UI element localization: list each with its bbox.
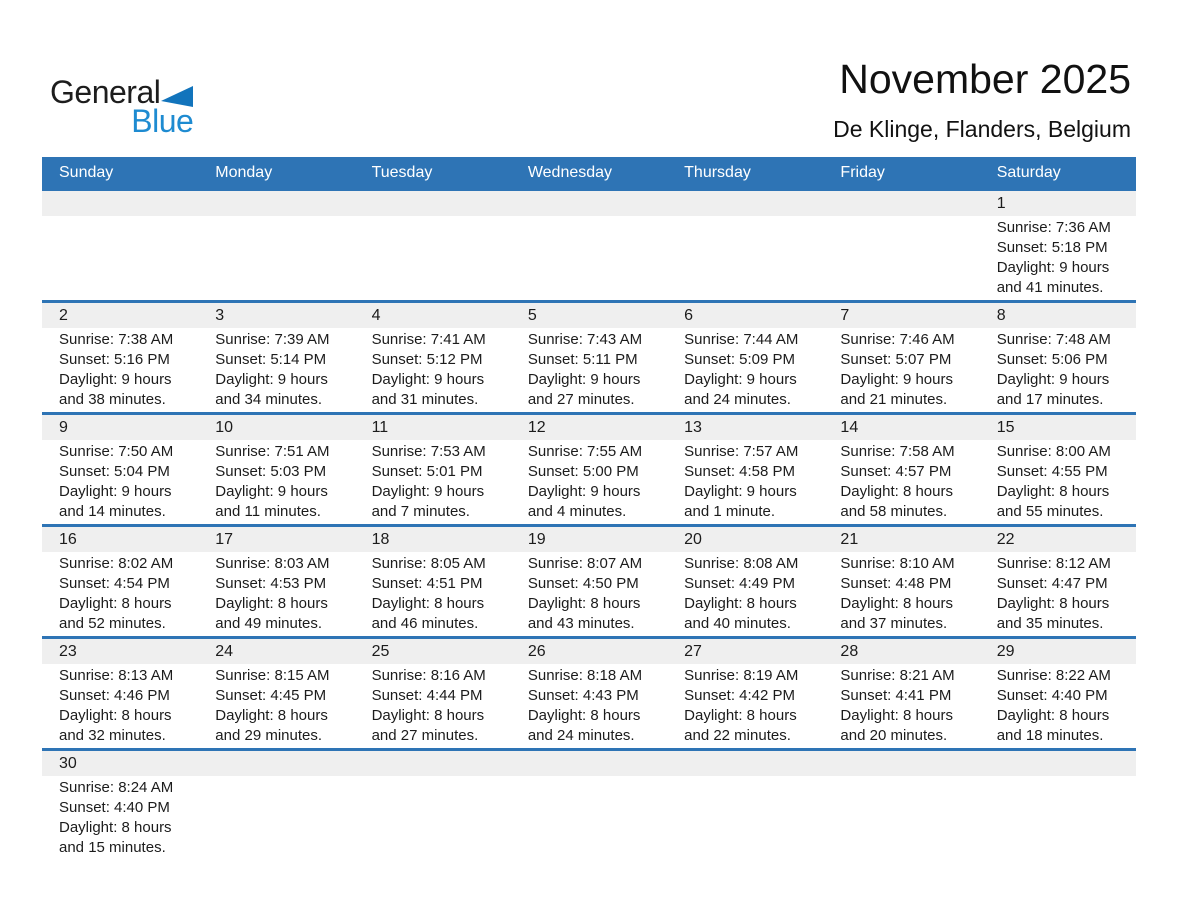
daylight-line-2: and 49 minutes. <box>215 615 323 632</box>
daylight-line-1: Daylight: 9 hours <box>59 483 172 500</box>
day-number <box>511 191 667 216</box>
day-cell-14 <box>823 415 979 524</box>
day-details <box>42 552 198 636</box>
sunrise-line: Sunrise: 7:41 AM <box>371 331 486 348</box>
day-number <box>511 751 667 776</box>
daylight-line-1: Daylight: 8 hours <box>840 595 953 612</box>
sunset-line: Sunset: 4:41 PM <box>840 687 952 704</box>
day-cell-9 <box>42 415 198 524</box>
daylight-line-2: and 46 minutes. <box>371 615 479 632</box>
daylight-line-1: Daylight: 9 hours <box>684 483 797 500</box>
daylight-line-2: and 58 minutes. <box>840 503 948 520</box>
sunrise-line: Sunrise: 8:07 AM <box>527 555 643 572</box>
daylight-line-2: and 34 minutes. <box>215 391 323 408</box>
sunrise-line: Sunrise: 7:43 AM <box>527 331 643 348</box>
weekday-header-wednesday: Wednesday <box>527 163 613 181</box>
day-details <box>980 664 1136 748</box>
day-number <box>667 191 823 216</box>
sunset-line: Sunset: 5:18 PM <box>996 239 1108 256</box>
day-number: 18 <box>355 527 511 552</box>
day-details <box>980 440 1136 524</box>
day-details <box>42 440 198 524</box>
day-details <box>198 328 354 412</box>
daylight-line-1: Daylight: 8 hours <box>684 595 797 612</box>
sunrise-line: Sunrise: 8:19 AM <box>684 667 799 684</box>
day-cell-10 <box>198 415 354 524</box>
sunset-line: Sunset: 4:47 PM <box>996 575 1108 592</box>
day-number: 30 <box>42 751 198 776</box>
daylight-line-2: and 21 minutes. <box>840 391 948 408</box>
calendar-grid <box>42 157 1136 878</box>
day-details <box>667 664 823 748</box>
daylight-line-2: and 29 minutes. <box>215 727 323 744</box>
sunset-line: Sunset: 4:44 PM <box>371 687 483 704</box>
day-number: 21 <box>823 527 979 552</box>
day-details <box>980 552 1136 636</box>
day-details <box>355 664 511 748</box>
daylight-line-1: Daylight: 9 hours <box>996 259 1110 276</box>
daylight-line-1: Daylight: 9 hours <box>527 483 641 500</box>
daylight-line-2: and 18 minutes. <box>996 727 1104 744</box>
day-cell-20 <box>667 527 823 636</box>
sunrise-line: Sunrise: 7:48 AM <box>996 331 1111 348</box>
sunrise-line: Sunrise: 8:08 AM <box>684 555 799 572</box>
day-number: 12 <box>511 415 667 440</box>
weekday-header-row <box>42 157 1136 188</box>
weekday-header-sunday: Sunday <box>59 163 114 181</box>
day-number: 24 <box>198 639 354 664</box>
daylight-line-1: Daylight: 8 hours <box>840 707 953 724</box>
daylight-line-2: and 11 minutes. <box>215 503 321 520</box>
day-number: 16 <box>42 527 198 552</box>
empty-day-cell <box>823 751 979 878</box>
daylight-line-1: Daylight: 9 hours <box>527 371 641 388</box>
sunrise-line: Sunrise: 7:51 AM <box>215 443 330 460</box>
daylight-line-2: and 37 minutes. <box>840 615 948 632</box>
day-number: 27 <box>667 639 823 664</box>
day-number: 6 <box>667 303 823 328</box>
sunrise-line: Sunrise: 7:58 AM <box>840 443 955 460</box>
day-number <box>667 751 823 776</box>
day-number: 4 <box>355 303 511 328</box>
sunrise-line: Sunrise: 8:16 AM <box>371 667 486 684</box>
daylight-line-2: and 35 minutes. <box>996 615 1104 632</box>
day-number <box>823 191 979 216</box>
daylight-line-2: and 32 minutes. <box>59 727 166 744</box>
day-details <box>823 552 979 636</box>
day-cell-3 <box>198 303 354 412</box>
daylight-line-1: Daylight: 8 hours <box>215 707 328 724</box>
daylight-line-2: and 7 minutes. <box>371 503 470 520</box>
day-number <box>355 191 511 216</box>
daylight-line-1: Daylight: 9 hours <box>840 371 953 388</box>
daylight-line-1: Daylight: 8 hours <box>215 595 328 612</box>
sunrise-line: Sunrise: 7:46 AM <box>840 331 955 348</box>
day-number: 3 <box>198 303 354 328</box>
day-cell-18 <box>355 527 511 636</box>
sunrise-line: Sunrise: 8:03 AM <box>215 555 330 572</box>
daylight-line-1: Daylight: 9 hours <box>371 371 485 388</box>
day-cell-11 <box>355 415 511 524</box>
sunset-line: Sunset: 4:50 PM <box>527 575 639 592</box>
day-details <box>980 216 1136 300</box>
sunset-line: Sunset: 5:07 PM <box>840 351 952 368</box>
day-cell-7 <box>823 303 979 412</box>
sunset-line: Sunset: 5:16 PM <box>59 351 170 368</box>
day-details <box>823 216 979 300</box>
sunrise-line: Sunrise: 8:00 AM <box>996 443 1111 460</box>
day-cell-17 <box>198 527 354 636</box>
daylight-line-2: and 40 minutes. <box>684 615 791 632</box>
daylight-line-1: Daylight: 8 hours <box>371 595 485 612</box>
sunset-line: Sunset: 5:11 PM <box>527 351 638 368</box>
empty-day-cell <box>980 751 1136 878</box>
sunrise-line: Sunrise: 8:18 AM <box>527 667 643 684</box>
daylight-line-1: Daylight: 8 hours <box>996 483 1110 500</box>
daylight-line-2: and 31 minutes. <box>371 391 479 408</box>
calendar-weeks <box>42 188 1136 878</box>
day-number: 11 <box>355 415 511 440</box>
empty-day-cell <box>511 191 667 300</box>
day-number: 2 <box>42 303 198 328</box>
daylight-line-2: and 43 minutes. <box>527 615 635 632</box>
day-details <box>42 664 198 748</box>
day-details <box>980 328 1136 412</box>
daylight-line-1: Daylight: 8 hours <box>59 819 172 836</box>
daylight-line-1: Daylight: 9 hours <box>684 371 797 388</box>
sunset-line: Sunset: 5:04 PM <box>59 463 170 480</box>
sunset-line: Sunset: 4:46 PM <box>59 687 170 704</box>
sunrise-line: Sunrise: 7:39 AM <box>215 331 330 348</box>
daylight-line-2: and 15 minutes. <box>59 839 166 856</box>
day-number: 13 <box>667 415 823 440</box>
day-number: 19 <box>511 527 667 552</box>
day-details <box>198 440 354 524</box>
day-details <box>667 552 823 636</box>
day-cell-27 <box>667 639 823 748</box>
day-details <box>355 440 511 524</box>
day-number: 5 <box>511 303 667 328</box>
sunset-line: Sunset: 4:54 PM <box>59 575 170 592</box>
logo-text-blue: Blue <box>131 103 194 139</box>
day-cell-16 <box>42 527 198 636</box>
day-cell-22 <box>980 527 1136 636</box>
week-row-4 <box>42 524 1136 636</box>
weekday-header-tuesday: Tuesday <box>371 163 433 181</box>
day-cell-12 <box>511 415 667 524</box>
general-blue-logo <box>50 76 193 137</box>
day-details <box>355 776 511 878</box>
day-number <box>42 191 198 216</box>
day-number: 20 <box>667 527 823 552</box>
sunset-line: Sunset: 4:55 PM <box>996 463 1108 480</box>
day-details <box>42 216 198 300</box>
day-number <box>355 751 511 776</box>
day-number: 28 <box>823 639 979 664</box>
day-number <box>198 751 354 776</box>
week-row-5 <box>42 636 1136 748</box>
sunset-line: Sunset: 4:57 PM <box>840 463 952 480</box>
sunrise-line: Sunrise: 7:57 AM <box>684 443 799 460</box>
day-details <box>198 664 354 748</box>
daylight-line-1: Daylight: 9 hours <box>215 371 328 388</box>
empty-day-cell <box>355 191 511 300</box>
day-details <box>511 552 667 636</box>
empty-day-cell <box>198 751 354 878</box>
daylight-line-1: Daylight: 8 hours <box>996 595 1110 612</box>
daylight-line-2: and 20 minutes. <box>840 727 948 744</box>
sunrise-line: Sunrise: 8:10 AM <box>840 555 955 572</box>
sunset-line: Sunset: 4:51 PM <box>371 575 483 592</box>
sunset-line: Sunset: 5:00 PM <box>527 463 639 480</box>
day-number: 25 <box>355 639 511 664</box>
daylight-line-1: Daylight: 8 hours <box>527 595 641 612</box>
weekday-header-friday: Friday <box>840 163 885 181</box>
day-cell-29 <box>980 639 1136 748</box>
day-cell-23 <box>42 639 198 748</box>
sunset-line: Sunset: 5:09 PM <box>684 351 796 368</box>
sunrise-line: Sunrise: 7:38 AM <box>59 331 174 348</box>
day-cell-25 <box>355 639 511 748</box>
day-number <box>980 751 1136 776</box>
sunset-line: Sunset: 4:40 PM <box>996 687 1108 704</box>
day-cell-2 <box>42 303 198 412</box>
daylight-line-1: Daylight: 9 hours <box>59 371 172 388</box>
daylight-line-1: Daylight: 9 hours <box>371 483 485 500</box>
page-title: November 2025 <box>839 56 1131 102</box>
weekday-header-thursday: Thursday <box>684 163 751 181</box>
sunrise-line: Sunrise: 8:13 AM <box>59 667 174 684</box>
daylight-line-2: and 27 minutes. <box>527 391 635 408</box>
day-number <box>823 751 979 776</box>
sunset-line: Sunset: 4:45 PM <box>215 687 327 704</box>
day-details <box>511 440 667 524</box>
week-row-6 <box>42 748 1136 878</box>
day-details <box>511 216 667 300</box>
day-details <box>198 216 354 300</box>
sunrise-line: Sunrise: 8:15 AM <box>215 667 330 684</box>
daylight-line-2: and 27 minutes. <box>371 727 479 744</box>
day-cell-15 <box>980 415 1136 524</box>
daylight-line-2: and 4 minutes. <box>527 503 627 520</box>
daylight-line-2: and 1 minute. <box>684 503 776 520</box>
day-number: 1 <box>980 191 1136 216</box>
day-details <box>511 328 667 412</box>
daylight-line-1: Daylight: 9 hours <box>215 483 328 500</box>
page-subtitle: De Klinge, Flanders, Belgium <box>833 116 1131 142</box>
sunrise-line: Sunrise: 8:12 AM <box>996 555 1111 572</box>
logo-text-general: General <box>50 74 161 110</box>
weekday-header-monday: Monday <box>215 163 273 181</box>
day-details <box>667 216 823 300</box>
day-cell-6 <box>667 303 823 412</box>
daylight-line-2: and 41 minutes. <box>996 279 1104 296</box>
sunrise-line: Sunrise: 7:50 AM <box>59 443 174 460</box>
sunset-line: Sunset: 4:58 PM <box>684 463 796 480</box>
daylight-line-2: and 38 minutes. <box>59 391 166 408</box>
sunrise-line: Sunrise: 8:21 AM <box>840 667 955 684</box>
day-number: 29 <box>980 639 1136 664</box>
day-details <box>667 776 823 878</box>
empty-day-cell <box>511 751 667 878</box>
day-details <box>355 216 511 300</box>
sunset-line: Sunset: 4:49 PM <box>684 575 796 592</box>
day-details <box>511 664 667 748</box>
sunset-line: Sunset: 5:12 PM <box>371 351 483 368</box>
sunrise-line: Sunrise: 7:53 AM <box>371 443 486 460</box>
daylight-line-1: Daylight: 8 hours <box>527 707 641 724</box>
empty-day-cell <box>823 191 979 300</box>
day-details <box>355 552 511 636</box>
daylight-line-1: Daylight: 8 hours <box>371 707 485 724</box>
day-details <box>823 328 979 412</box>
sunrise-line: Sunrise: 7:36 AM <box>996 219 1111 236</box>
day-number: 8 <box>980 303 1136 328</box>
daylight-line-2: and 22 minutes. <box>684 727 791 744</box>
day-details <box>667 440 823 524</box>
day-number: 9 <box>42 415 198 440</box>
day-cell-4 <box>355 303 511 412</box>
day-number: 23 <box>42 639 198 664</box>
daylight-line-2: and 24 minutes. <box>527 727 635 744</box>
daylight-line-1: Daylight: 8 hours <box>996 707 1110 724</box>
day-details <box>823 440 979 524</box>
empty-day-cell <box>667 751 823 878</box>
sunset-line: Sunset: 4:43 PM <box>527 687 639 704</box>
week-row-3 <box>42 412 1136 524</box>
sunrise-line: Sunrise: 8:02 AM <box>59 555 174 572</box>
daylight-line-1: Daylight: 8 hours <box>684 707 797 724</box>
day-details <box>355 328 511 412</box>
day-number: 26 <box>511 639 667 664</box>
day-number <box>198 191 354 216</box>
sunset-line: Sunset: 4:53 PM <box>215 575 327 592</box>
day-details <box>823 664 979 748</box>
daylight-line-2: and 14 minutes. <box>59 503 166 520</box>
day-details <box>511 776 667 878</box>
day-details <box>198 776 354 878</box>
day-details <box>198 552 354 636</box>
sunset-line: Sunset: 5:14 PM <box>215 351 327 368</box>
day-details <box>667 328 823 412</box>
day-cell-24 <box>198 639 354 748</box>
sunrise-line: Sunrise: 8:05 AM <box>371 555 486 572</box>
sunset-line: Sunset: 5:01 PM <box>371 463 483 480</box>
day-details <box>42 776 198 878</box>
empty-day-cell <box>355 751 511 878</box>
week-row-1 <box>42 188 1136 300</box>
day-number: 10 <box>198 415 354 440</box>
sunset-line: Sunset: 4:42 PM <box>684 687 796 704</box>
daylight-line-2: and 52 minutes. <box>59 615 166 632</box>
daylight-line-1: Daylight: 9 hours <box>996 371 1110 388</box>
sunset-line: Sunset: 5:06 PM <box>996 351 1108 368</box>
sunset-line: Sunset: 5:03 PM <box>215 463 327 480</box>
daylight-line-2: and 24 minutes. <box>684 391 791 408</box>
day-cell-28 <box>823 639 979 748</box>
day-cell-21 <box>823 527 979 636</box>
daylight-line-2: and 55 minutes. <box>996 503 1104 520</box>
daylight-line-2: and 17 minutes. <box>996 391 1104 408</box>
sunrise-line: Sunrise: 7:55 AM <box>527 443 643 460</box>
sunset-line: Sunset: 4:48 PM <box>840 575 952 592</box>
day-cell-13 <box>667 415 823 524</box>
day-cell-26 <box>511 639 667 748</box>
sunset-line: Sunset: 4:40 PM <box>59 799 170 816</box>
day-cell-8 <box>980 303 1136 412</box>
day-number: 17 <box>198 527 354 552</box>
day-cell-30 <box>42 751 198 878</box>
sunrise-line: Sunrise: 7:44 AM <box>684 331 799 348</box>
day-details <box>823 776 979 878</box>
day-details <box>980 776 1136 878</box>
sunrise-line: Sunrise: 8:22 AM <box>996 667 1111 684</box>
day-number: 14 <box>823 415 979 440</box>
sunrise-line: Sunrise: 8:24 AM <box>59 779 174 796</box>
day-cell-5 <box>511 303 667 412</box>
day-number: 7 <box>823 303 979 328</box>
day-number: 15 <box>980 415 1136 440</box>
empty-day-cell <box>198 191 354 300</box>
daylight-line-1: Daylight: 8 hours <box>59 595 172 612</box>
day-cell-19 <box>511 527 667 636</box>
empty-day-cell <box>42 191 198 300</box>
day-number: 22 <box>980 527 1136 552</box>
day-cell-1 <box>980 191 1136 300</box>
empty-day-cell <box>667 191 823 300</box>
daylight-line-1: Daylight: 8 hours <box>59 707 172 724</box>
daylight-line-1: Daylight: 8 hours <box>840 483 953 500</box>
day-details <box>42 328 198 412</box>
week-row-2 <box>42 300 1136 412</box>
weekday-header-saturday: Saturday <box>996 163 1061 181</box>
